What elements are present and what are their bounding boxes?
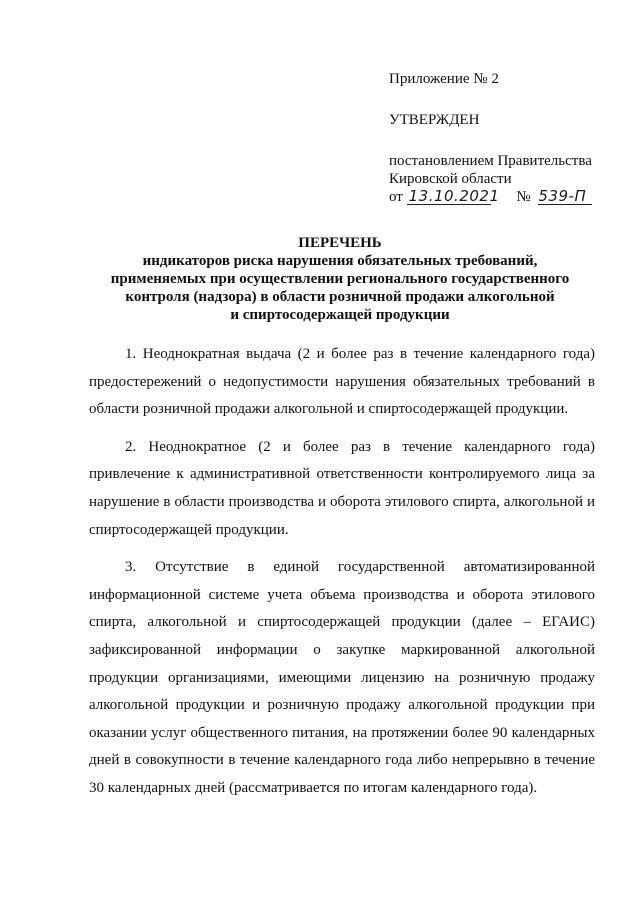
decree-line-2: Кировской области <box>389 171 512 187</box>
approval-block <box>389 70 629 206</box>
handwritten-date: 13.10.2021 <box>408 187 500 205</box>
title-line-2: применяемых при осуществлении регионального государственного <box>110 271 570 287</box>
title-heading: ПЕРЕЧЕНЬ <box>298 235 382 251</box>
paragraph-2: 2. Неоднократное (2 и более раз в течение календарного года) привлечение к административной ответственности контролируемого лица за нарушение в области производства и оборота этилового спирта, алкогольной и спиртосодержащей продукции. <box>89 438 595 538</box>
appendix-label: Приложение № 2 <box>389 71 499 87</box>
decree-line-1: постановлением Правительства <box>389 153 592 169</box>
title-line-3: контроля (надзора) в области розничной продажи алкогольной <box>125 289 555 305</box>
number-prefix: № <box>516 189 531 205</box>
title-line-4: и спиртосодержащей продукции <box>230 307 450 323</box>
date-number-row <box>389 188 629 206</box>
paragraph-1: 1. Неоднократная выдача (2 и более раз в течение календарного года) предостережений о недопустимости нарушения обязательных требований в области розничной продажи алкогольной и спиртосодержащей продукции. <box>89 346 595 418</box>
handwritten-number: 539-П <box>538 188 592 205</box>
date-prefix: от <box>389 189 403 205</box>
title-line-1: индикаторов риска нарушения обязательных требований, <box>142 253 538 269</box>
approved-label: УТВЕРЖДЕН <box>389 112 480 128</box>
document-title <box>80 234 600 324</box>
decree-block <box>389 152 629 206</box>
document-body <box>89 341 595 813</box>
paragraph-3: 3. Отсутствие в единой государственной автоматизированной информационной системе учета объема производства и оборота этилового спирта, алкогольной и спиртосодержащей продукции (далее – ЕГАИС) зафиксированной информации о закупке маркированной алкогольной продукции организациями, имеющими лицензию на розничную продажу алкогольной продукции и розничную продажу алкогольной продукции при оказании услуг общественного питания, на протяжении более 90 календарных дней в совокупности в течение календарного года либо непрерывно в течение 30 календарных дней (рассматривается по итогам календарного года). <box>89 559 595 796</box>
